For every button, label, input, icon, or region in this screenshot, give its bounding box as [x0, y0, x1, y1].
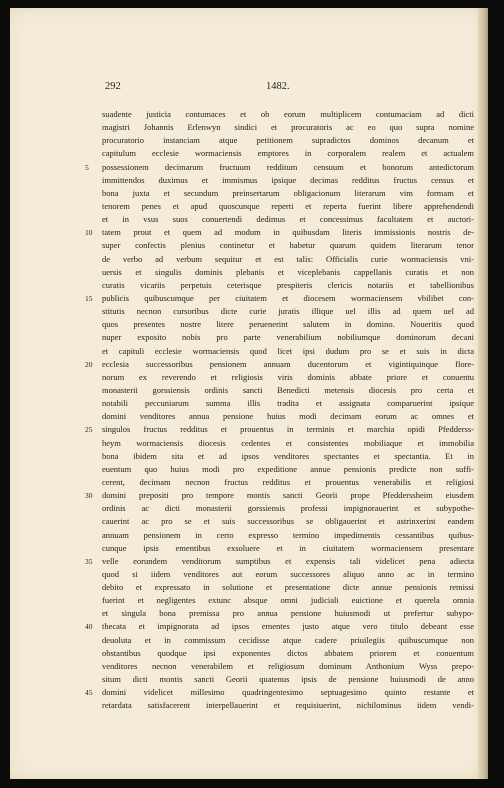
- text-line: [85, 620, 474, 633]
- text-line: [102, 331, 474, 344]
- line-text: domini venditores annua pensione huius modi decimam eorum ac omnes et: [102, 411, 474, 422]
- line-text: velle eorundem venditorum sumptibus et expensis tali videlicet pena adiecta: [102, 555, 474, 566]
- text-line: [102, 594, 474, 607]
- text-line: [102, 318, 474, 331]
- text-line: [102, 305, 474, 318]
- text-line: [102, 187, 474, 200]
- line-text: heym wormaciensis diocesis cedentes et consistentes mobiliaque et immobilia: [102, 437, 474, 448]
- line-text: ordinis ac dicti monasterii gorssiensis professi impignorauerint et subypothe-: [102, 503, 474, 514]
- line-text: cauerint ac pro se et suis successoribus se obligauerint et astrinxerint eandem: [102, 516, 474, 527]
- text-line: [85, 489, 474, 502]
- line-number: 25: [85, 425, 93, 435]
- line-number: 20: [85, 359, 93, 369]
- line-text: curatis vicariis perpetuis ceterisque prespiteris clericis notariis et tabellionibus: [102, 279, 474, 290]
- text-line: [85, 358, 474, 371]
- text-line: [102, 437, 474, 450]
- text-line: [102, 515, 474, 528]
- text-line: [102, 673, 474, 686]
- text-line: [102, 502, 474, 515]
- text-line: [102, 200, 474, 213]
- line-number: 30: [85, 491, 93, 501]
- text-line: [102, 450, 474, 463]
- text-line: [102, 660, 474, 673]
- line-text: stitutis necnon cursoribus dicte curie juratis illique uel illis ad quem uel ad: [102, 306, 474, 317]
- line-text: possessionem decimarum fructuum redditum censuum et bonorum antedictorum: [102, 161, 474, 172]
- line-text: et capituli ecclesie wormaciensis quod licet ipsi dudum pro se et suis in dicta: [102, 345, 474, 356]
- text-line: [102, 213, 474, 226]
- line-text: bona ibidem sita et ad ipsos venditores spectantes et spectantia. Et in: [102, 450, 474, 461]
- line-text: bona juxta et secundum preinsertarum obligacionum literarum vim formam et: [102, 187, 474, 198]
- line-text: tatem prout et quem ad modum in quibusdam literis immissionis nostris de-: [102, 227, 474, 238]
- line-text: situm dicti montis sancti Georii quatenus ipsis de pensione huiusmodi de anno: [102, 674, 474, 685]
- line-text: ecclesia successoribus pensionem annuam ducentorum et vigintiquinque flore-: [102, 358, 474, 369]
- line-text: cerent, decimam necnon fructus redditus et prouentus venerabilis et religiosi: [102, 476, 474, 487]
- text-line: [102, 266, 474, 279]
- line-text: venditores necnon venerabilem et religiosum dominum Anthonium Wyss prepo-: [102, 660, 474, 671]
- page-number: 292: [105, 81, 121, 92]
- text-line: [85, 686, 474, 699]
- line-text: monasterii gorssiensis ordinis sancti Benedicti metensis diocesis pro certa et: [102, 384, 474, 395]
- text-line: [102, 253, 474, 266]
- line-text: debito et expressato in solutione et presentatione dicte annue pensionis remissi: [102, 582, 474, 593]
- text-line: [102, 239, 474, 252]
- text-line: [102, 279, 474, 292]
- line-text: publicis quibuscumque per ciuitatem et diocesem wormaciensem vbilibet con-: [102, 292, 474, 303]
- text-line: [102, 542, 474, 555]
- line-number: 45: [85, 688, 93, 698]
- line-text: thecata et impignorata ad ipsos ementes justo atque vero titulo debeant esse: [102, 621, 474, 632]
- body-text: [85, 108, 474, 712]
- text-line: [102, 134, 474, 147]
- text-line: [102, 371, 474, 384]
- text-line: [102, 463, 474, 476]
- text-line: [102, 476, 474, 489]
- line-number: 10: [85, 228, 93, 238]
- running-header: [10, 81, 488, 95]
- text-line: [102, 345, 474, 358]
- line-text: capitulum ecclesie wormaciensis emptores in corporalem realem et actualem: [102, 148, 474, 159]
- line-text: cunque ipsis ementibus exsoluere et in ciuitatem wormaciensem presentare: [102, 542, 474, 553]
- line-text: deuoluta et in commissum cecidisse atque cadere priuilegiis quibuscumque non: [102, 634, 474, 645]
- text-line: [102, 607, 474, 620]
- line-text: norum ex reverendo et religiosis viris dominis abbate priore et conuentu: [102, 371, 474, 382]
- text-line: [102, 384, 474, 397]
- text-line: [102, 147, 474, 160]
- line-text: singulos fructus redditus et prouentus in terminis et marchia opidi Pfedderss-: [102, 424, 474, 435]
- line-text: super confectis plenius continetur et habetur quarum quidem literarum tenor: [102, 240, 474, 251]
- text-line: [85, 161, 474, 174]
- text-line: [102, 699, 474, 712]
- line-text: suadente justicia contumaces et ob eorum multiplicem contumaciam ad dicti: [102, 109, 474, 119]
- running-head-year: 1482.: [266, 81, 290, 92]
- line-number: 40: [85, 622, 93, 632]
- text-line: [102, 410, 474, 423]
- text-line: [85, 226, 474, 239]
- text-line: [102, 568, 474, 581]
- text-line: [102, 581, 474, 594]
- line-text: obstantibus quodque ipsi exponentes dictos abbatem priorem et conuentum: [102, 647, 474, 658]
- line-text: annuam pensionem in certo expresso termino impedimentis cessantibus quibus-: [102, 529, 474, 540]
- line-text: quos presentes nostre litere peruenerint salutem in domino. Noueritis quod: [102, 319, 474, 330]
- text-line: [85, 555, 474, 568]
- line-text: nuper exposito nobis pro parte venerabilium nobiliumque dominorum decani: [102, 332, 474, 343]
- line-text: et singula bona premissa pro annua pensione huiusmodi ut prefertur subypo-: [102, 608, 474, 619]
- line-number: 35: [85, 556, 93, 566]
- line-text: immittendos duximus et immismus ipsique decimas redditus fructus census et: [102, 174, 474, 185]
- text-line: [102, 634, 474, 647]
- line-text: euentum quo huius modi pro expeditione annue pensionis predicte non suffi-: [102, 463, 474, 474]
- text-line: [102, 174, 474, 187]
- line-text: de verbo ad verbum sequitur et est talis: Officialis curie wormaciensis vni-: [102, 253, 474, 264]
- line-text: notabili peccuniarum summa illis tradita et assignata comparuerint ipsique: [102, 398, 474, 409]
- line-text: tenorem penes et apud quoscunque reperti et reperta fuerint libere apprehendendi: [102, 200, 474, 211]
- text-line: [102, 529, 474, 542]
- line-text: fuerint et negligentes extunc absque omni judiciali euictione et querela omnia: [102, 595, 474, 606]
- line-text: domini videlicet millesimo quadringentesimo septuagesimo quinto restante et: [102, 687, 474, 698]
- text-line: [102, 397, 474, 410]
- text-line: [85, 423, 474, 436]
- line-text: et in vsus suos conuertendi dedimus et concessimus facultatem et auctori-: [102, 214, 474, 225]
- line-number: 15: [85, 293, 93, 303]
- text-line: [102, 108, 474, 121]
- text-line: [85, 292, 474, 305]
- line-text: domini prepositi pro tempore montis sancti Georii prope Pfedderssheim eiusdem: [102, 490, 474, 501]
- line-number: 5: [85, 162, 89, 172]
- line-text: uersis et singulis dominis plebanis et viceplebanis cappellanis curatis et non: [102, 266, 474, 277]
- book-page: [10, 8, 488, 779]
- text-line: [102, 647, 474, 660]
- text-line: [102, 121, 474, 134]
- line-text: procuratorio instanciam atque petitionem supradictos dominos decanum et: [102, 135, 474, 146]
- line-text: retardata satisfacerent interpellauerint et requisiuerint, nichilominus iidem vendi-: [102, 700, 474, 711]
- line-text: magistri Johannis Erlenwyn sindici et procuratoris ac eo quo supra nomine: [102, 122, 474, 133]
- line-text: quod si iidem venditores aut eorum successores aliquo anno ac in termino: [102, 568, 474, 579]
- page-spine-edge: [478, 8, 488, 779]
